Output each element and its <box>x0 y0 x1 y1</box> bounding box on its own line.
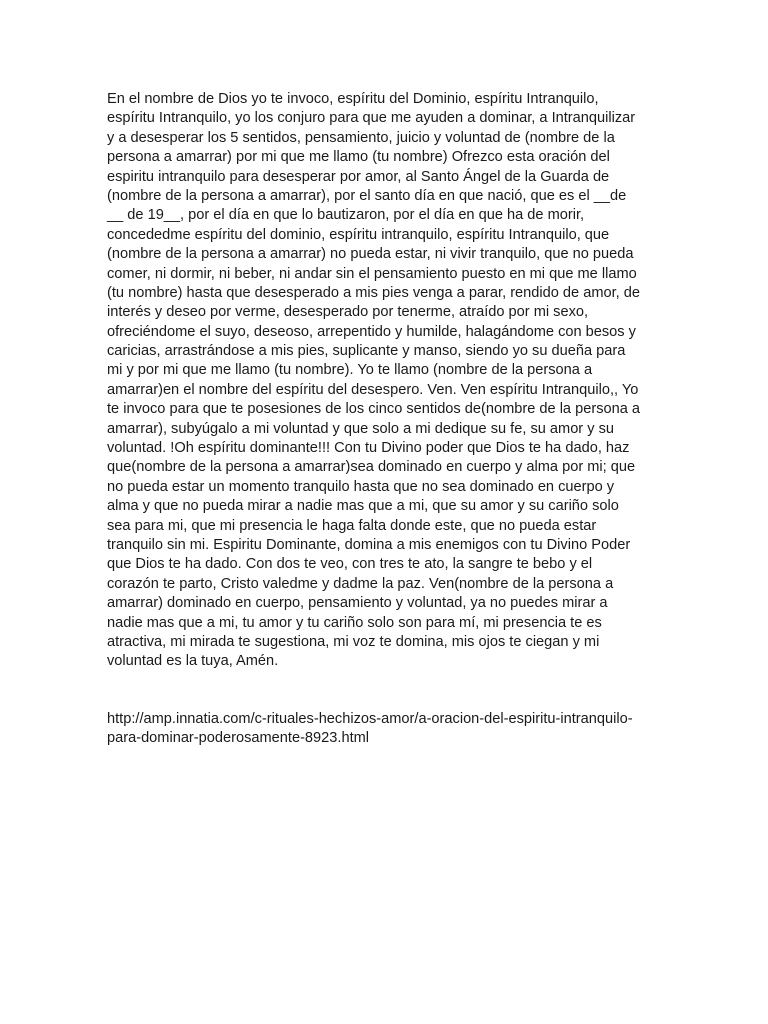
text-line: (nombre de la persona a amarrar), por el santo día en que nació, que es el __de <box>107 187 627 204</box>
text-line: caricias, arrastrándose a mis pies, suplicante y manso, siendo yo su dueña para <box>107 343 626 360</box>
url-line: http://amp.innatia.com/c-rituales-hechizos-amor/a-oracion-del-espiritu-intranquilo- <box>107 711 633 727</box>
text-line: mi y por mi que me llamo (tu nombre). Yo te llamo (nombre de la persona a <box>107 362 593 379</box>
text-line: En el nombre de Dios yo te invoco, espíritu del Dominio, espíritu Intranquilo, <box>107 91 599 107</box>
text-line: sea para mi, que mi presencia le haga falta donde este, que no pueda estar <box>107 517 597 534</box>
prayer-text <box>107 90 667 672</box>
text-line: amarrar), subyúgalo a mi voluntad y que solo a mi dedique su fe, su amor y su <box>107 420 614 437</box>
text-line: amarrar) dominado en cuerpo, pensamiento y voluntad, ya no puedes mirar a <box>107 595 608 612</box>
text-line: corazón te parto, Cristo valedme y dadme la paz. Ven(nombre de la persona a <box>107 575 614 592</box>
text-line: (tu nombre) hasta que desesperado a mis pies venga a parar, rendido de amor, de <box>107 284 640 301</box>
text-line: espiritu intranquilo para desesperar por amor, al Santo Ángel de la Guarda de <box>107 168 610 185</box>
text-line: nadie mas que a mi, tu amor y tu cariño solo son para mí, mi presencia te es <box>107 614 602 631</box>
text-line: que Dios te ha dado. Con dos te veo, con tres te ato, la sangre te bebo y el <box>107 556 593 573</box>
text-line: interés y deseo por verme, desesperado por tenerme, atraído por mi sexo, <box>107 304 589 321</box>
text-line: alma y que no pueda mirar a nadie mas que a mi, que su amor y su cariño solo <box>107 498 619 515</box>
text-line: __ de 19__, por el día en que lo bautizaron, por el día en que ha de morir, <box>107 207 585 224</box>
text-line: que(nombre de la persona a amarrar)sea dominado en cuerpo y alma por mi; que <box>107 459 636 476</box>
text-line: persona a amarrar) por mi que me llamo (tu nombre) Ofrezco esta oración del <box>107 149 610 166</box>
text-line: tranquilo sin mi. Espiritu Dominante, domina a mis enemigos con tu Divino Poder <box>107 536 631 553</box>
text-line: (nombre de la persona a amarrar) no pueda estar, ni vivir tranquilo, que no pueda <box>107 246 634 263</box>
text-line: y a desesperar los 5 sentidos, pensamiento, juicio y voluntad de (nombre de la <box>107 129 615 146</box>
text-line: amarrar)en el nombre del espíritu del desespero. Ven. Ven espíritu Intranquilo,, Yo <box>107 381 639 398</box>
source-url <box>107 710 667 749</box>
text-line: voluntad es la tuya, Amén. <box>107 653 279 670</box>
text-line: ofreciéndome el suyo, deseoso, arrepentido y humilde, halagándome con besos y <box>107 323 636 340</box>
url-line: para-dominar-poderosamente-8923.html <box>107 730 370 747</box>
text-line: espíritu Intranquilo, yo los conjuro para que me ayuden a dominar, a Intranquilizar <box>107 110 636 127</box>
text-line: no pueda estar un momento tranquilo hasta que no sea dominado en cuerpo y <box>107 478 615 495</box>
text-line: concededme espíritu del dominio, espíritu intranquilo, espíritu Intranquilo, que <box>107 226 610 243</box>
text-line: voluntad. !Oh espíritu dominante!!! Con tu Divino poder que Dios te ha dado, haz <box>107 440 630 457</box>
text-line: comer, ni dormir, ni beber, ni andar sin el pensamiento puesto en mi que me llamo <box>107 265 637 282</box>
text-line: atractiva, mi mirada te sugestiona, mi voz te domina, mis ojos te ciegan y mi <box>107 633 600 650</box>
text-line: te invoco para que te posesiones de los cinco sentidos de(nombre de la persona a <box>107 401 641 418</box>
